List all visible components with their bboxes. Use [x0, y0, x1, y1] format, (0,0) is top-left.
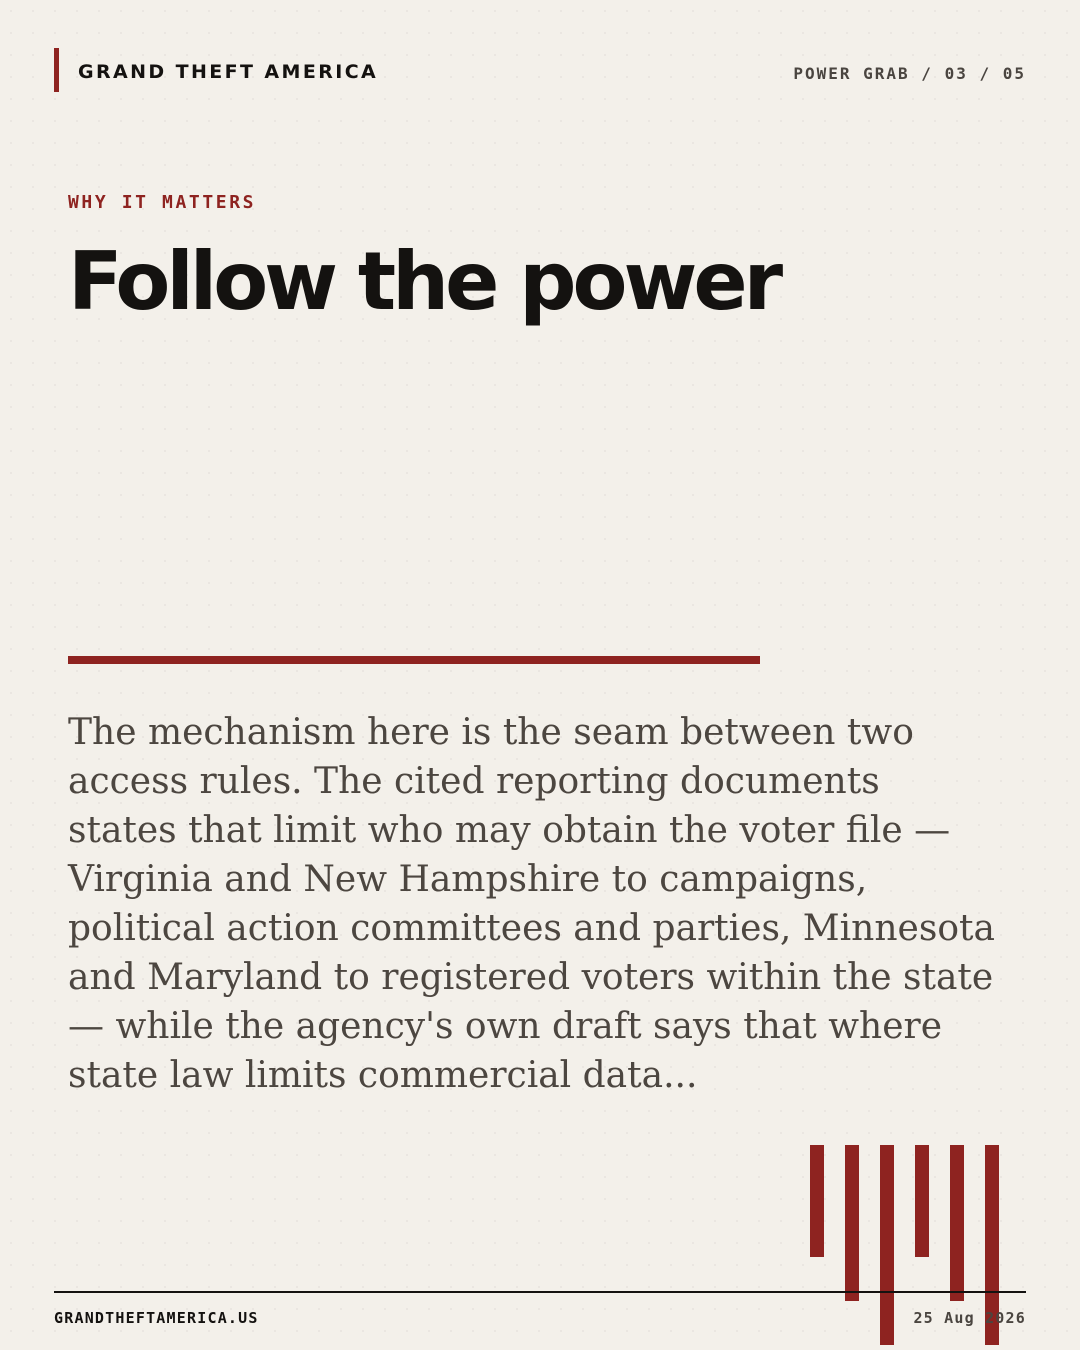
brand-accent-bar	[54, 48, 59, 92]
footer-divider	[54, 1291, 1026, 1293]
series-indicator: POWER GRAB / 03 / 05	[793, 64, 1026, 83]
body-paragraph: The mechanism here is the seam between two access rules. The cited reporting documents states that limit who may obtain the voter file — Virginia and New Hampshire to campaigns, political action committees and parties, Minnesota and Maryland to registered voters within the state — while the agency's own draft says that where state law limits commercial data...	[68, 712, 995, 1096]
section-kicker: WHY IT MATTERS	[68, 192, 257, 213]
decorative-bar	[880, 1145, 894, 1345]
footer-date: 25 Aug 2026	[913, 1309, 1026, 1327]
footer-site-url[interactable]: GRANDTHEFTAMERICA.US	[54, 1309, 259, 1327]
decorative-bar	[810, 1145, 824, 1257]
page-title: Follow the power	[68, 235, 780, 328]
accent-divider	[68, 656, 760, 664]
decorative-bar	[950, 1145, 964, 1301]
decorative-bar	[915, 1145, 929, 1257]
brand-name: GRAND THEFT AMERICA	[78, 61, 379, 83]
decorative-bar	[845, 1145, 859, 1301]
